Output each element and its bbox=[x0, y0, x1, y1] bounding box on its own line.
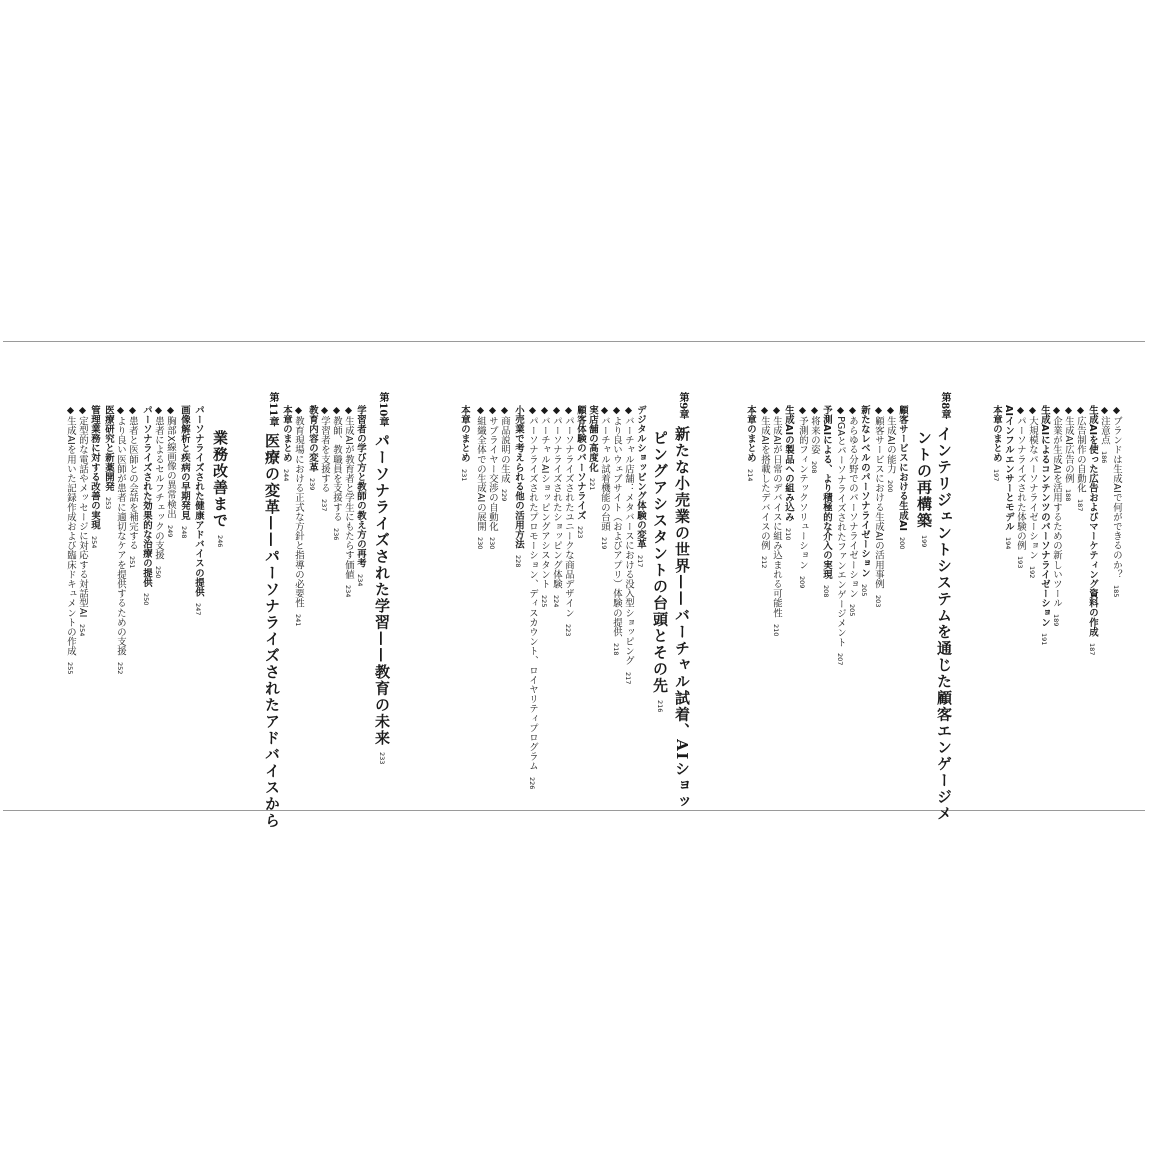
page-number: 236 bbox=[332, 527, 340, 541]
section-heading[interactable] bbox=[784, 405, 793, 540]
page-number: 187 bbox=[1088, 642, 1096, 656]
page-number: 234 bbox=[344, 585, 352, 598]
toc-entry[interactable] bbox=[1064, 405, 1073, 502]
page-number: 250 bbox=[142, 593, 150, 606]
page-number: 230 bbox=[476, 537, 484, 550]
chapter-heading[interactable] bbox=[264, 392, 279, 829]
entry-text: AIインフルエンサーとモデル bbox=[1003, 405, 1014, 532]
toc-entry[interactable] bbox=[1076, 405, 1085, 511]
toc-entry[interactable] bbox=[476, 405, 485, 550]
page-number: 188 bbox=[1064, 489, 1072, 502]
section-heading[interactable] bbox=[588, 405, 597, 491]
chapter-title: ントの再構築 bbox=[915, 430, 933, 529]
toc-entry[interactable] bbox=[344, 405, 353, 598]
page-number: 205 bbox=[848, 604, 856, 617]
entry-text: ◆学習者を支援する bbox=[319, 405, 330, 493]
toc-entry[interactable] bbox=[848, 405, 857, 617]
entry-text: 生成AIの製品への組み込み bbox=[783, 405, 794, 522]
entry-text: 本章のまとめ bbox=[745, 405, 756, 463]
entry-text: ◆パーソナライズされたプロモーション、ディスカウント、ロイヤリティプログラム bbox=[527, 405, 538, 772]
page-number: 187 bbox=[1076, 498, 1084, 512]
entry-text: ◆生成AIが教育者と学生にもたらす価値 bbox=[343, 405, 354, 580]
page-number: 223 bbox=[576, 526, 584, 539]
entry-text: 本章のまとめ bbox=[991, 405, 1002, 463]
page-number: 226 bbox=[528, 777, 536, 790]
toc-entry[interactable] bbox=[66, 405, 75, 674]
page-number: 189 bbox=[1052, 614, 1060, 627]
section-heading[interactable] bbox=[992, 405, 1001, 481]
entry-text: ◆バーチャル試着機能の台頭 bbox=[599, 405, 610, 532]
page-number: 217 bbox=[636, 554, 644, 568]
page-number: 205 bbox=[860, 583, 868, 597]
entry-text: ◆パーソナライズされた体験の例 bbox=[1015, 405, 1026, 551]
chapter-heading[interactable] bbox=[916, 430, 931, 547]
page-number: 218 bbox=[612, 642, 620, 656]
chapter-heading[interactable] bbox=[936, 392, 951, 822]
page-number: 228 bbox=[514, 554, 522, 568]
page-number: 230 bbox=[488, 537, 496, 550]
toc-entry[interactable] bbox=[540, 405, 549, 607]
page-number: 237 bbox=[320, 498, 328, 512]
toc-entry[interactable] bbox=[886, 405, 895, 492]
entry-text: ◆サプライヤー交渉の自動化 bbox=[487, 405, 498, 532]
entry-text: 実店舗の高度化 bbox=[587, 405, 598, 473]
section-heading[interactable] bbox=[282, 405, 291, 481]
page-number: 225 bbox=[540, 594, 548, 608]
section-heading[interactable] bbox=[822, 405, 831, 598]
page-number: 250 bbox=[154, 566, 162, 579]
page-number: 191 bbox=[1040, 633, 1048, 646]
entry-text: ◆生成AIが日常のデバイスに組み込まれる可能性 bbox=[771, 405, 782, 618]
entry-text: 本章のまとめ bbox=[459, 405, 470, 463]
toc-entry[interactable] bbox=[166, 405, 175, 537]
toc-entry[interactable] bbox=[564, 405, 573, 636]
chapter-heading[interactable] bbox=[212, 430, 227, 547]
page-number: 210 bbox=[772, 623, 780, 636]
entry-text: ◆患者と医師との会話を補完する bbox=[127, 405, 138, 551]
entry-text: ◆予測的フィンテックソリューション bbox=[797, 405, 808, 570]
toc-entry[interactable] bbox=[1100, 405, 1109, 463]
section-heading[interactable] bbox=[898, 405, 907, 550]
page-number: 185 bbox=[1112, 585, 1120, 598]
entry-text: ◆胸部X線画像の異常検出 bbox=[165, 405, 176, 519]
page-number: 251 bbox=[128, 556, 136, 569]
entry-text: 予測AIによる、より積極的な介入の実現 bbox=[821, 405, 832, 580]
page-number: 207 bbox=[836, 653, 844, 666]
entry-text: 画像解析と疾病の早期発見 bbox=[179, 405, 190, 521]
entry-text: 小売業で考えられる他の活用方法 bbox=[513, 405, 524, 549]
page-number: 253 bbox=[104, 497, 112, 510]
entry-text: ◆生成AI広告の例 bbox=[1063, 405, 1074, 484]
page-number: 197 bbox=[992, 468, 1000, 481]
chapter-title: パーソナライズされた学習——教育の未来 bbox=[373, 432, 391, 747]
toc-entry[interactable] bbox=[1016, 405, 1025, 569]
entry-text: ◆顧客サービスにおける生成AIの活用事例 bbox=[873, 405, 884, 589]
page-number: 209 bbox=[798, 575, 806, 589]
page-number: 231 bbox=[460, 468, 468, 481]
toc-entry[interactable] bbox=[320, 405, 329, 511]
page-number: 200 bbox=[886, 479, 894, 493]
chapter-number: 第11章 bbox=[267, 392, 278, 427]
section-heading[interactable] bbox=[460, 405, 469, 481]
entry-text: ◆定型的な電話やメッセージに対応する対話型AI bbox=[77, 405, 88, 618]
entry-text: 医療研究と新薬開発 bbox=[103, 405, 114, 492]
section-heading[interactable] bbox=[1004, 405, 1013, 550]
page-number: 252 bbox=[116, 661, 124, 675]
chapter-number: 第9章 bbox=[677, 392, 688, 420]
page-number: 208 bbox=[810, 460, 818, 473]
page-number: 254 bbox=[78, 623, 86, 636]
section-heading[interactable] bbox=[576, 405, 585, 539]
chapter-number: 第10章 bbox=[377, 392, 388, 427]
section-heading[interactable] bbox=[356, 405, 365, 586]
section-heading[interactable] bbox=[746, 405, 755, 481]
page-number: 199 bbox=[920, 535, 928, 548]
toc-entry[interactable] bbox=[488, 405, 497, 550]
section-heading[interactable] bbox=[90, 405, 99, 548]
toc-entry[interactable] bbox=[798, 405, 807, 588]
entry-text: ◆ブランドは生成AIで何ができるのか？ bbox=[1111, 405, 1122, 580]
chapter-title: インテリジェントシステムを通じた顧客エンゲージメ bbox=[935, 425, 953, 822]
toc-entry[interactable] bbox=[612, 405, 621, 655]
entry-text: 生成AIを使った広告およびマーケティング資料の作成 bbox=[1087, 405, 1098, 637]
entry-text: ◆バーチャルAIショッピングアシスタント bbox=[539, 405, 550, 589]
toc-entry[interactable] bbox=[332, 405, 341, 540]
entry-text: ◆教師、教職員を支援する bbox=[331, 405, 342, 522]
toc-entry[interactable] bbox=[552, 405, 561, 607]
entry-text: ◆より良い医師が患者に適切なケアを提供するための支援 bbox=[115, 405, 126, 656]
toc-entry[interactable] bbox=[836, 405, 845, 666]
entry-text: ◆PGAとパーソナライズされたファンエンゲージメント bbox=[835, 405, 846, 648]
entry-text: ◆大規模なパーソナライゼーション bbox=[1027, 405, 1038, 561]
chapter-heading[interactable] bbox=[652, 430, 667, 712]
page-number: 233 bbox=[378, 752, 386, 765]
chapter-title: 医療の変革——パーソナライズされたアドバイスから bbox=[263, 432, 281, 829]
entry-text: ◆パーソナライズされたショッピング体験 bbox=[551, 405, 562, 589]
page-number: 217 bbox=[624, 671, 632, 684]
entry-text: ◆バーチャル店舗：メタバースにおける没入型ショッピング bbox=[623, 405, 634, 666]
entry-text: パーソナライズされた効果的な治療の提供 bbox=[141, 405, 152, 588]
chapter-number: 第8章 bbox=[939, 392, 950, 420]
page-number: 194 bbox=[1004, 537, 1012, 550]
page-number: 212 bbox=[760, 556, 768, 569]
page-number: 200 bbox=[898, 537, 906, 550]
entry-text: パーソナライズされた健康アドバイスの提供 bbox=[193, 405, 204, 597]
page-number: 219 bbox=[600, 537, 608, 550]
toc-entry[interactable] bbox=[772, 405, 781, 636]
section-heading[interactable] bbox=[180, 405, 189, 539]
page-number: 246 bbox=[216, 535, 224, 548]
toc-entry[interactable] bbox=[528, 405, 537, 789]
entry-text: 教育内容の変革 bbox=[307, 405, 318, 473]
entry-text: ◆生成AIの能力 bbox=[885, 405, 896, 474]
toc-entry[interactable] bbox=[600, 405, 609, 550]
page-number: 248 bbox=[180, 526, 188, 539]
entry-text: 顧客サービスにおける生成AI bbox=[897, 405, 908, 532]
entry-text: ◆広告制作の自動化 bbox=[1075, 405, 1086, 493]
toc-entry[interactable] bbox=[294, 405, 303, 626]
section-heading[interactable] bbox=[860, 405, 869, 596]
entry-text: ◆注意点 bbox=[1099, 405, 1110, 445]
page-number: 229 bbox=[500, 489, 508, 502]
section-heading[interactable] bbox=[104, 405, 113, 510]
toc-entry[interactable] bbox=[624, 405, 633, 684]
page-number: 210 bbox=[784, 527, 792, 541]
entry-text: ◆商品説明の生成 bbox=[499, 405, 510, 484]
page-number: 214 bbox=[746, 468, 754, 481]
page-number: 221 bbox=[588, 478, 596, 491]
page-number: 216 bbox=[656, 700, 664, 713]
page-number: 192 bbox=[1028, 566, 1036, 579]
toc-entry[interactable] bbox=[128, 405, 137, 569]
toc-entry[interactable] bbox=[78, 405, 87, 636]
entry-text: ◆将来の姿 bbox=[809, 405, 820, 455]
toc-entry[interactable] bbox=[810, 405, 819, 473]
toc-entry[interactable] bbox=[500, 405, 509, 502]
page-number: 186 bbox=[1100, 450, 1108, 464]
page-number: 239 bbox=[308, 478, 316, 491]
page-number: 223 bbox=[564, 623, 572, 637]
entry-text: 新たなレベルのパーソナライゼーション bbox=[859, 405, 870, 578]
toc-entry[interactable] bbox=[154, 405, 163, 578]
chapter-title: 業務改善まで bbox=[211, 430, 229, 529]
entry-text: 本章のまとめ bbox=[281, 405, 292, 463]
entry-text: デジタルショッピング体験の変革 bbox=[635, 405, 646, 549]
page-number: 208 bbox=[822, 585, 830, 598]
page-number: 193 bbox=[1016, 556, 1024, 569]
page-number: 254 bbox=[90, 535, 98, 549]
toc-entry[interactable] bbox=[1052, 405, 1061, 626]
section-heading[interactable] bbox=[636, 405, 645, 567]
entry-text: 顧客体験のパーソナライズ bbox=[575, 405, 586, 521]
entry-text: 学習者の学び方と教師の教え方の再考 bbox=[355, 405, 366, 569]
section-heading[interactable] bbox=[1088, 405, 1097, 655]
page-number: 224 bbox=[552, 594, 560, 608]
entry-text: ◆生成AIを用いた記録作成および臨床ドキュメントの作成 bbox=[65, 405, 76, 656]
entry-text: ◆生成AIを搭載したデバイスの例 bbox=[759, 405, 770, 551]
page-number: 247 bbox=[194, 602, 202, 616]
chapter-title: ピングアシスタントの台頭とその先 bbox=[651, 430, 669, 694]
entry-text: ◆より良いウェブサイト（およびアプリ）体験の提供 bbox=[611, 405, 622, 637]
entry-text: 生成AIによるコンテンツのパーソナライゼーション bbox=[1039, 405, 1050, 628]
page-number: 255 bbox=[66, 661, 74, 675]
entry-text: ◆パーソナライズされたユニークな商品デザイン bbox=[563, 405, 574, 618]
page-number: 241 bbox=[294, 614, 302, 627]
entry-text: ◆組織全体での生成AIの展開 bbox=[475, 405, 486, 532]
page-number: 234 bbox=[356, 574, 364, 587]
section-heading[interactable] bbox=[514, 405, 523, 567]
toc-columns bbox=[3, 342, 1145, 829]
section-heading[interactable] bbox=[142, 405, 151, 606]
section-heading[interactable] bbox=[1040, 405, 1049, 646]
section-heading[interactable] bbox=[308, 405, 317, 491]
chapter-title: 新たな小売業の世界——バーチャル試着、AIショッ bbox=[673, 425, 691, 811]
entry-text: ◆企業が生成AIを活用するための新しいツール bbox=[1051, 405, 1062, 608]
chapter-heading[interactable] bbox=[374, 392, 389, 765]
entry-text: ◆患者によるセルフチェックの支援 bbox=[153, 405, 164, 561]
toc-entry[interactable] bbox=[1112, 405, 1121, 598]
table-of-contents-spread bbox=[3, 341, 1145, 829]
page-number: 249 bbox=[166, 524, 174, 538]
page-number: 244 bbox=[282, 468, 290, 481]
toc-entry[interactable] bbox=[760, 405, 769, 569]
page-number: 203 bbox=[874, 594, 882, 608]
entry-text: ◆教育現場における正式な方針と指導の必要性 bbox=[293, 405, 304, 608]
entry-text: 管理業務に対する改善の実現 bbox=[89, 405, 100, 530]
toc-entry[interactable] bbox=[116, 405, 125, 674]
entry-text: ◆あらゆる分野でのパーソナライゼーション bbox=[847, 405, 858, 599]
chapter-heading[interactable] bbox=[674, 392, 689, 810]
section-heading[interactable] bbox=[194, 405, 203, 615]
toc-entry[interactable] bbox=[1028, 405, 1037, 578]
toc-entry[interactable] bbox=[874, 405, 883, 607]
